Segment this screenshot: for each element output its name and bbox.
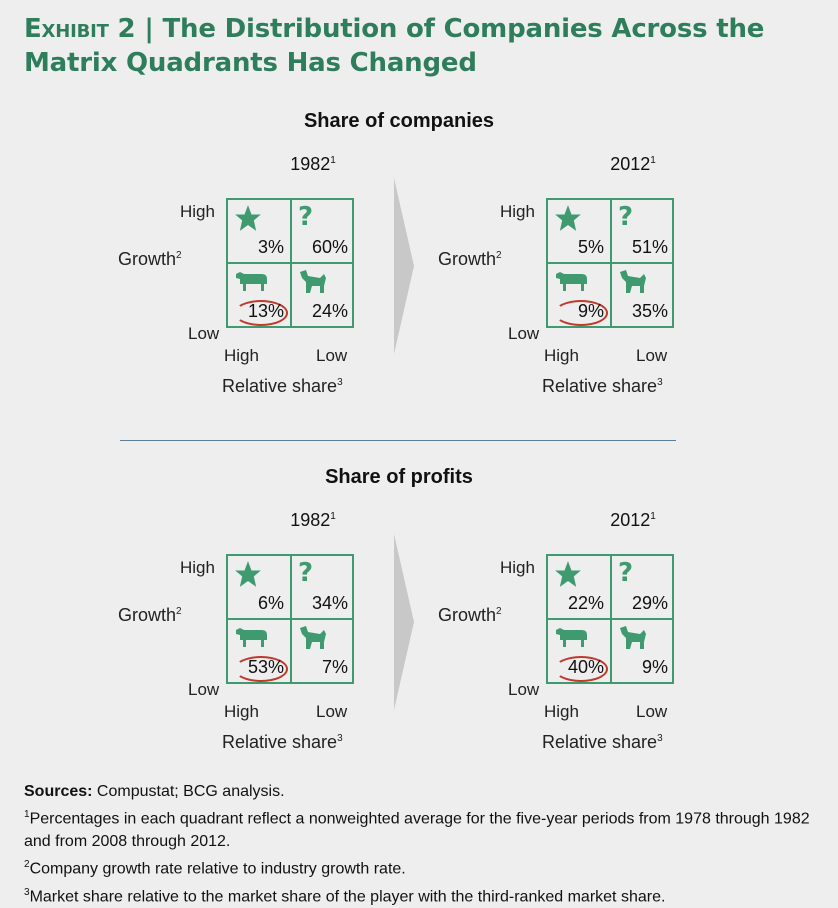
matrix-panel — [118, 510, 438, 770]
bcg-matrix — [226, 198, 354, 328]
exhibit-title — [24, 12, 824, 80]
quadrant-value: 53% — [247, 657, 284, 677]
matrix-panel — [438, 510, 758, 770]
quadrant-dog — [292, 620, 354, 682]
section-title-companies: Share of companies — [303, 110, 495, 132]
share-low-label: Low — [316, 702, 348, 721]
growth-axis-label: Growth$^2$ — [118, 605, 182, 625]
quadrant-value: 51% — [631, 237, 668, 257]
quadrant-value: 3% — [257, 237, 284, 257]
dog-icon — [298, 268, 328, 298]
quadrant-cow — [548, 264, 610, 326]
dog-icon — [618, 268, 648, 298]
dog-icon — [618, 624, 648, 654]
share-high-label: High — [224, 346, 259, 365]
question-mark-icon: ? — [298, 558, 314, 588]
quadrant-question — [292, 556, 354, 618]
quadrant-value: 24% — [311, 301, 348, 321]
footnote-1: $^1$Percentages in each quadrant reflect a nonweighted average for the five-year periods from 1978 through 1982 and from 2008 through 2012. — [24, 809, 810, 851]
share-low-label: Low — [316, 346, 348, 365]
growth-axis-label: Growth$^2$ — [438, 605, 502, 625]
matrix-panel — [438, 154, 758, 414]
quadrant-cow — [228, 264, 290, 326]
quadrant-value: 22% — [567, 593, 604, 613]
growth-axis-label: Growth$^2$ — [438, 249, 502, 269]
growth-high-label: High — [500, 558, 535, 577]
growth-high-label: High — [180, 202, 215, 221]
bcg-matrix — [546, 554, 674, 684]
year-label: 1982$^1$ — [290, 154, 336, 174]
quadrant-cow — [228, 620, 290, 682]
section-title-profits: Share of profits — [325, 466, 473, 488]
star-icon — [234, 204, 262, 236]
quadrant-value: 35% — [631, 301, 668, 321]
share-low-label: Low — [636, 346, 668, 365]
growth-low-label: Low — [508, 324, 540, 343]
question-mark-icon: ? — [618, 202, 634, 232]
quadrant-value: 7% — [321, 657, 348, 677]
section-divider — [120, 440, 676, 441]
cow-icon — [234, 268, 270, 296]
quadrant-value: 29% — [631, 593, 668, 613]
question-mark-icon: ? — [298, 202, 314, 232]
star-icon — [554, 560, 582, 592]
sources-text: Compustat; BCG analysis. — [96, 783, 285, 800]
star-icon — [554, 204, 582, 236]
quadrant-dog — [292, 264, 354, 326]
bcg-matrix — [546, 198, 674, 328]
relative-share-axis-label: Relative share$^3$ — [542, 732, 663, 752]
matrix-panel — [118, 154, 438, 414]
quadrant-value: 60% — [311, 237, 348, 257]
cow-icon — [554, 268, 590, 296]
share-high-label: High — [544, 346, 579, 365]
quadrant-star — [548, 556, 610, 618]
relative-share-axis-label: Relative share$^3$ — [222, 376, 343, 396]
quadrant-value: 13% — [247, 301, 284, 321]
relative-share-axis-label: Relative share$^3$ — [542, 376, 663, 396]
quadrant-star — [228, 556, 290, 618]
title-separator: | — [144, 14, 154, 44]
quadrant-dog — [612, 264, 674, 326]
cow-icon — [234, 624, 270, 652]
quadrant-value: 9% — [577, 301, 604, 321]
growth-high-label: High — [180, 558, 215, 577]
growth-low-label: Low — [188, 680, 220, 699]
quadrant-question — [612, 200, 674, 262]
quadrant-value: 5% — [577, 237, 604, 257]
cow-icon — [554, 624, 590, 652]
quadrant-value: 40% — [567, 657, 604, 677]
growth-axis-label: Growth$^2$ — [118, 249, 182, 269]
quadrant-value: 9% — [641, 657, 668, 677]
year-label: 1982$^1$ — [290, 510, 336, 530]
relative-share-axis-label: Relative share$^3$ — [222, 732, 343, 752]
footnote-2: $^2$Company growth rate relative to industry growth rate. — [24, 859, 406, 878]
quadrant-question — [292, 200, 354, 262]
quadrant-star — [228, 200, 290, 262]
growth-high-label: High — [500, 202, 535, 221]
quadrant-value: 6% — [257, 593, 284, 613]
year-label: 2012$^1$ — [610, 154, 656, 174]
dog-icon — [298, 624, 328, 654]
quadrant-value: 34% — [311, 593, 348, 613]
sources-notes — [24, 780, 824, 908]
quadrant-question — [612, 556, 674, 618]
footnote-3: $^3$Market share relative to the market share of the player with the third-ranked market share. — [24, 886, 666, 905]
growth-low-label: Low — [188, 324, 220, 343]
sources-label: Sources: — [24, 783, 93, 800]
star-icon — [234, 560, 262, 592]
quadrant-dog — [612, 620, 674, 682]
exhibit-number: Exhibit 2 — [24, 14, 136, 44]
share-high-label: High — [544, 702, 579, 721]
growth-low-label: Low — [508, 680, 540, 699]
share-low-label: Low — [636, 702, 668, 721]
share-high-label: High — [224, 702, 259, 721]
bcg-matrix — [226, 554, 354, 684]
exhibit-heading: The Distribution of Companies Across the Matrix Quadrants Has Changed — [24, 14, 765, 78]
sources-line — [24, 780, 824, 803]
quadrant-star — [548, 200, 610, 262]
quadrant-cow — [548, 620, 610, 682]
question-mark-icon: ? — [618, 558, 634, 588]
year-label: 2012$^1$ — [610, 510, 656, 530]
